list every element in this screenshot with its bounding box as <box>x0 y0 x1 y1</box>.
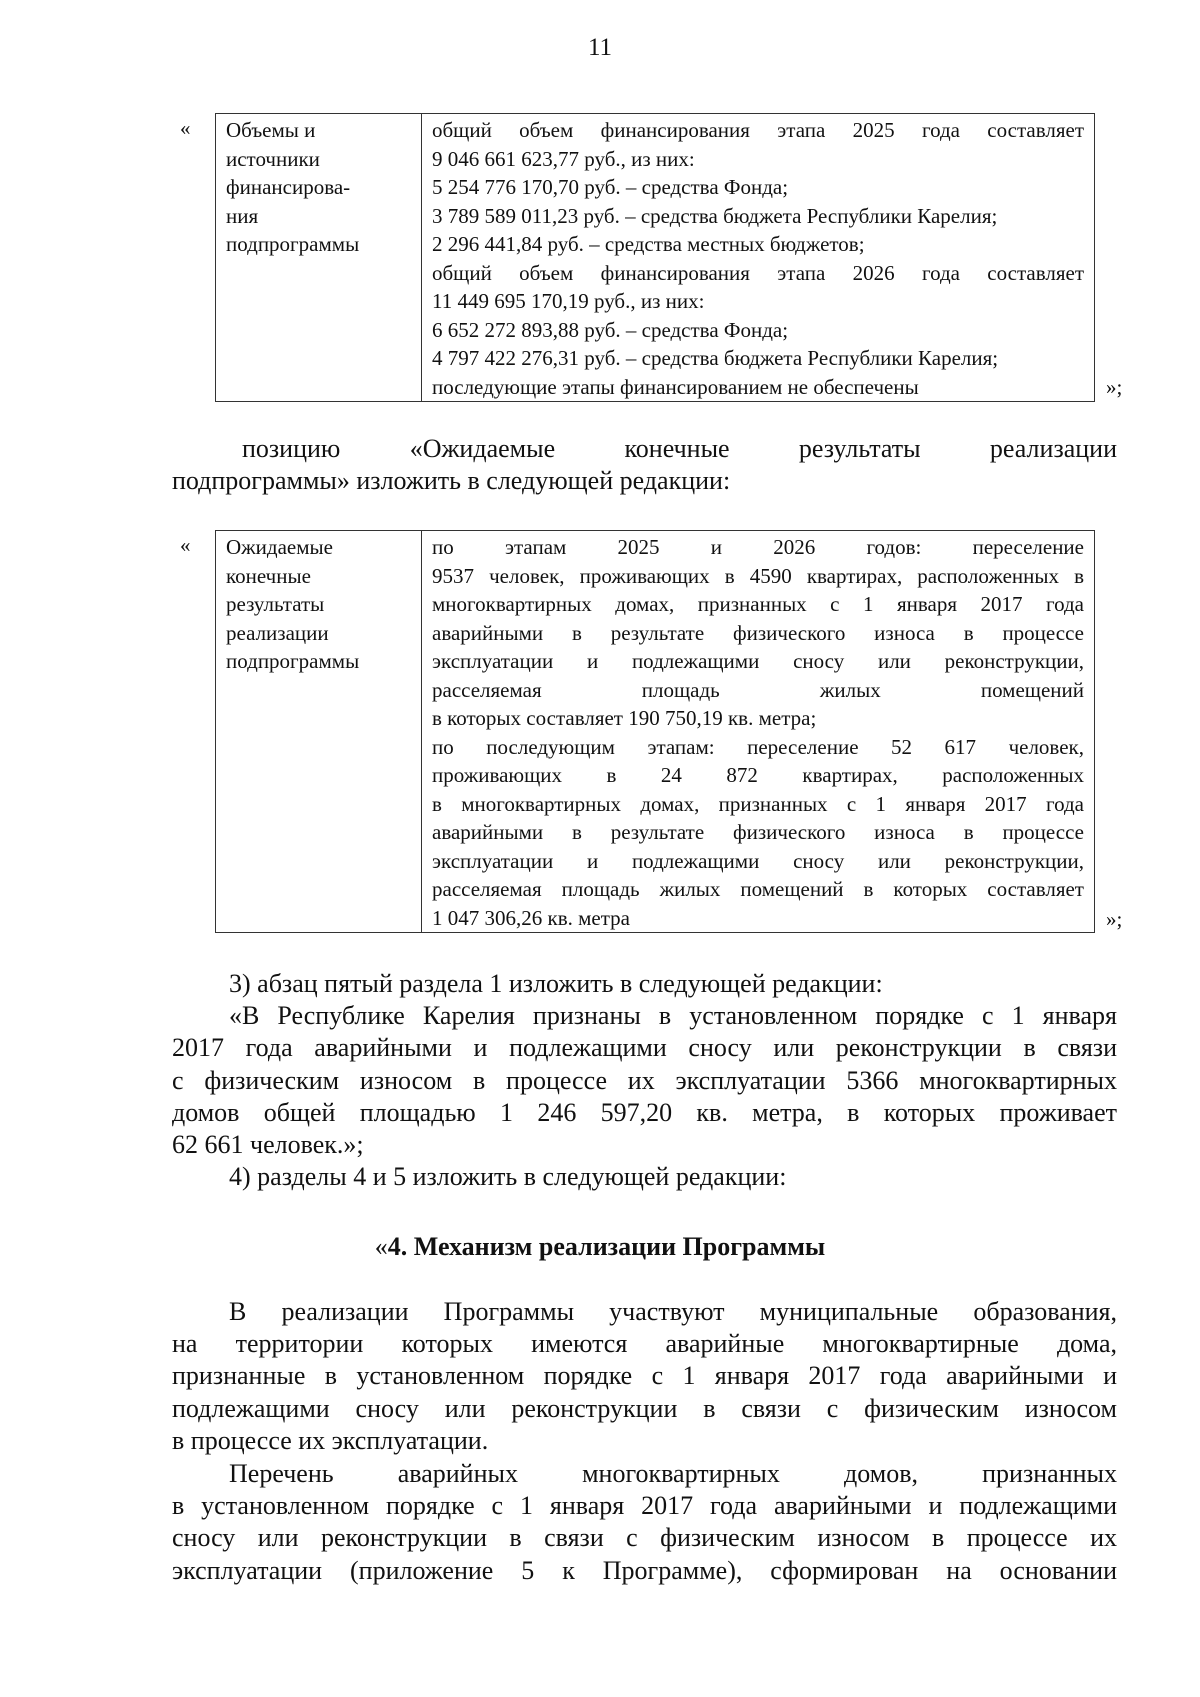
value-line: 5 254 776 170,70 руб. – средства Фонда; <box>432 175 789 199</box>
paragraph-line: 3) абзац пятый раздела 1 изложить в следующей редакции: <box>229 969 883 998</box>
table1-open-quote: « <box>180 116 191 140</box>
value-line: в многоквартирных домах, признанных с 1 января 2017 года <box>432 791 1084 816</box>
paragraph-line: домов общей площадью 1 246 597,20 кв. метра, в которых проживает <box>172 1097 1117 1127</box>
section-heading <box>0 1232 1200 1262</box>
table1-close-quote: »; <box>1106 375 1123 399</box>
label-line: ния <box>226 203 259 228</box>
paragraph-line: в установленном порядке с 1 января 2017 года аварийными и подлежащими <box>172 1491 1117 1521</box>
table2-close-quote: »; <box>1106 907 1123 931</box>
paragraph-line: подлежащими сносу или реконструкции в связи с физическим износом <box>172 1393 1117 1423</box>
funding-label-cell <box>216 114 422 402</box>
value-line: аварийными в результате физического износа в процессе <box>432 820 1084 844</box>
label-line: конечные <box>226 563 311 588</box>
table2-open-quote: « <box>180 533 191 557</box>
paragraph-line: сносу или реконструкции в связи с физическим износом в процессе их <box>172 1523 1117 1553</box>
paragraph-line: «В Республике Карелия признаны в установленном порядке с 1 января <box>229 1001 1117 1031</box>
label-line: Ожидаемые <box>226 535 333 559</box>
value-line: расселяемая площадь жилых помещений <box>432 677 1084 702</box>
paragraph-line: на территории которых имеются аварийные многоквартирные дома, <box>172 1329 1117 1359</box>
value-line: проживающих в 24 872 квартирах, расположенных <box>432 763 1084 787</box>
value-line: 11 449 695 170,19 руб., из них: <box>432 289 705 313</box>
paragraph-line: эксплуатации (приложение 5 к Программе), сформирован на основании <box>172 1555 1117 1585</box>
value-line: 6 652 272 893,88 руб. – средства Фонда; <box>432 317 789 342</box>
label-line: источники <box>226 146 320 171</box>
label-line: Объемы и <box>226 118 316 142</box>
value-line: по последующим этапам: переселение 52 617 человек, <box>432 734 1084 759</box>
section-paragraph-2 <box>172 1458 1117 1587</box>
value-line: многоквартирных домах, признанных с 1 января 2017 года <box>432 592 1084 616</box>
value-line: последующие этапы финансированием не обеспечены <box>432 374 919 399</box>
intro-paragraph <box>172 433 1117 497</box>
value-line: в которых составляет 190 750,19 кв. метра; <box>432 706 817 730</box>
value-line: 3 789 589 011,23 руб. – средства бюджета Республики Карелия; <box>432 203 998 228</box>
value-line: расселяемая площадь жилых помещений в которых составляет <box>432 877 1084 901</box>
value-line: по этапам 2025 и 2026 годов: переселение <box>432 535 1084 559</box>
value-line: 1 047 306,26 кв. метра <box>432 905 630 930</box>
funding-table <box>215 113 1095 402</box>
results-label-cell <box>216 531 422 933</box>
paragraph-line: 4) разделы 4 и 5 изложить в следующей редакции: <box>229 1162 787 1192</box>
results-table <box>215 530 1095 933</box>
paragraph-line: подпрограммы» изложить в следующей редакции: <box>172 466 731 496</box>
value-line: 2 296 441,84 руб. – средства местных бюджетов; <box>432 232 865 256</box>
value-line: 9537 человек, проживающих в 4590 квартирах, расположенных в <box>432 563 1084 588</box>
paragraph-line: с физическим износом в процессе их эксплуатации 5366 многоквартирных <box>172 1065 1117 1095</box>
paragraph-line: Перечень аварийных многоквартирных домов, признанных <box>229 1459 1117 1488</box>
results-value-cell <box>422 531 1095 933</box>
label-line: результаты <box>226 592 325 616</box>
heading-quote: « <box>374 1232 388 1261</box>
label-line: реализации <box>226 620 329 645</box>
paragraph-line: позицию «Ожидаемые конечные результаты реализации <box>242 434 1117 463</box>
value-line: эксплуатации и подлежащими сносу или реконструкции, <box>432 848 1084 873</box>
paragraph-line: В реализации Программы участвуют муниципальные образования, <box>229 1297 1117 1326</box>
page-number: 11 <box>587 34 613 61</box>
label-line: финансирова- <box>226 175 351 199</box>
value-line: эксплуатации и подлежащими сносу или реконструкции, <box>432 649 1084 673</box>
paragraph-line: в процессе их эксплуатации. <box>172 1425 489 1455</box>
amendment-paragraph <box>172 968 1117 1193</box>
label-line: подпрограммы <box>226 649 360 673</box>
paragraph-line: 2017 года аварийными и подлежащими сносу или реконструкции в связи <box>172 1033 1117 1063</box>
section-paragraph-1 <box>172 1296 1117 1457</box>
paragraph-line: признанные в установленном порядке с 1 января 2017 года аварийными и <box>172 1361 1117 1391</box>
label-line: подпрограммы <box>226 232 360 256</box>
value-line: общий объем финансирования этапа 2026 года составляет <box>432 260 1084 285</box>
heading-text: 4. Механизм реализации Программы <box>387 1232 826 1261</box>
funding-value-cell <box>422 114 1095 402</box>
value-line: общий объем финансирования этапа 2025 года составляет <box>432 118 1084 142</box>
value-line: 9 046 661 623,77 руб., из них: <box>432 146 695 171</box>
paragraph-line: 62 661 человек.»; <box>172 1130 364 1160</box>
value-line: аварийными в результате физического износа в процессе <box>432 620 1084 645</box>
value-line: 4 797 422 276,31 руб. – средства бюджета Республики Карелия; <box>432 346 999 370</box>
